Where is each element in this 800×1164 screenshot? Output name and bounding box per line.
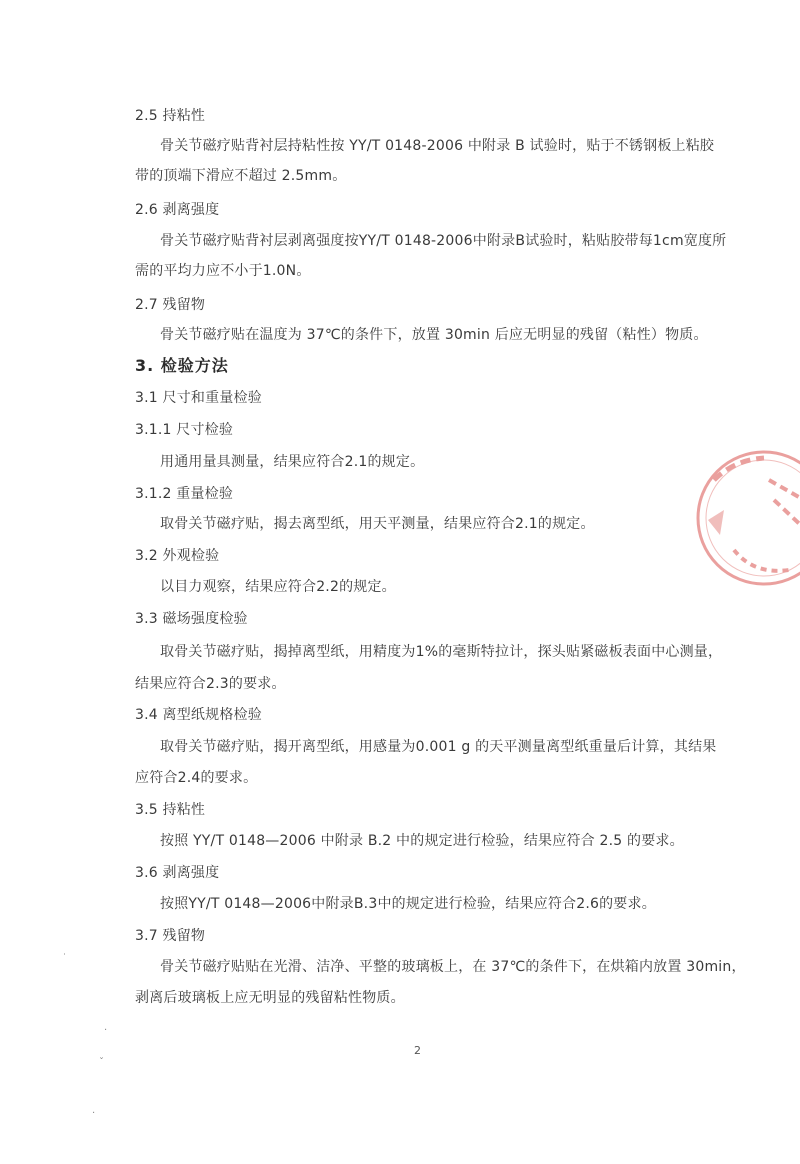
- section-heading-3-7: 3.7 残留物: [135, 928, 206, 944]
- section-heading-2-6: 2.6 剥离强度: [135, 202, 220, 218]
- paragraph-line: 取骨关节磁疗贴，揭掉离型纸，用精度为1%的毫斯特拉计，探头贴紧磁板表面中心测量，: [160, 644, 723, 660]
- section-heading-3-5: 3.5 持粘性: [135, 802, 206, 818]
- scan-speck: ˙: [62, 953, 67, 964]
- paragraph-line: 骨关节磁疗贴贴在光滑、洁净、平整的玻璃板上，在 37℃的条件下，在烘箱内放置 30min，: [160, 959, 746, 975]
- paragraph-line: 带的顶端下滑应不超过 2.5mm。: [135, 168, 347, 184]
- section-heading-3-1: 3.1 尺寸和重量检验: [135, 390, 262, 406]
- paragraph-line: 骨关节磁疗贴背衬层持粘性按 YY/T 0148-2006 中附录 B 试验时，贴于不锈钢板上粘胶: [160, 138, 715, 154]
- scan-speck: ·: [92, 1108, 96, 1119]
- scan-speck: ·: [104, 1025, 108, 1036]
- section-heading-3-4: 3.4 离型纸规格检验: [135, 707, 262, 723]
- section-heading-3-6: 3.6 剥离强度: [135, 865, 220, 881]
- section-heading-3-1-1: 3.1.1 尺寸检验: [135, 422, 234, 438]
- chapter-heading-3: 3. 检验方法: [135, 356, 229, 375]
- paragraph-line: 取骨关节磁疗贴，揭去离型纸，用天平测量，结果应符合2.1的规定。: [160, 516, 595, 532]
- paragraph-line: 应符合2.4的要求。: [135, 770, 258, 786]
- section-heading-3-3: 3.3 磁场强度检验: [135, 611, 248, 627]
- paragraph-line: 以目力观察，结果应符合2.2的规定。: [160, 579, 396, 595]
- seal-stamp-icon: [694, 440, 800, 600]
- scan-speck: ˇ: [99, 1057, 104, 1068]
- paragraph-line: 取骨关节磁疗贴，揭开离型纸，用感量为0.001 g 的天平测量离型纸重量后计算，其结果: [160, 739, 717, 755]
- page-number: 2: [414, 1044, 421, 1057]
- paragraph-line: 按照 YY/T 0148—2006 中附录 B.2 中的规定进行检验，结果应符合 2.5 的要求。: [160, 833, 684, 849]
- section-heading-3-1-2: 3.1.2 重量检验: [135, 486, 234, 502]
- paragraph-line: 骨关节磁疗贴背衬层剥离强度按YY/T 0148-2006中附录B试验时，粘贴胶带每1cm宽度所: [160, 233, 727, 249]
- section-heading-3-2: 3.2 外观检验: [135, 548, 220, 564]
- paragraph-line: 结果应符合2.3的要求。: [135, 676, 286, 692]
- section-heading-2-5: 2.5 持粘性: [135, 108, 206, 124]
- paragraph-line: 按照YY/T 0148—2006中附录B.3中的规定进行检验，结果应符合2.6的要求。: [160, 896, 656, 912]
- paragraph-line: 需的平均力应不小于1.0N。: [135, 263, 311, 279]
- section-heading-2-7: 2.7 残留物: [135, 297, 206, 313]
- paragraph-line: 剥离后玻璃板上应无明显的残留粘性物质。: [135, 990, 405, 1006]
- paragraph-line: 用通用量具测量，结果应符合2.1的规定。: [160, 454, 425, 470]
- paragraph-line: 骨关节磁疗贴在温度为 37℃的条件下，放置 30min 后应无明显的残留（粘性）物质。: [160, 327, 708, 343]
